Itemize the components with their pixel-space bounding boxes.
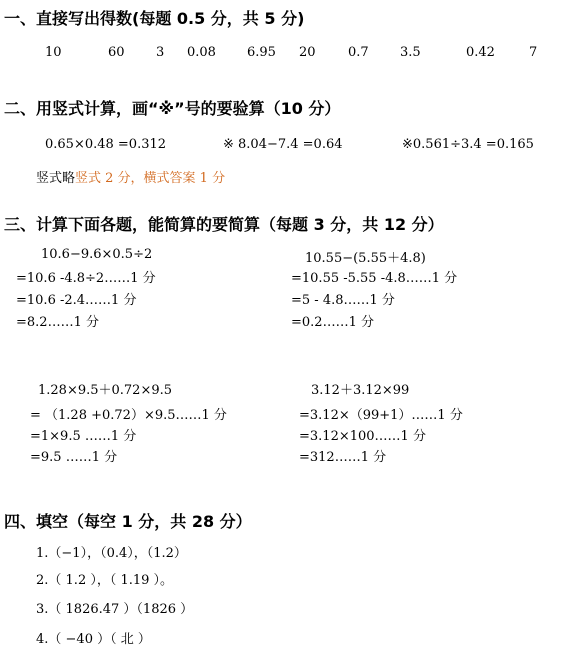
- answer-2: 60: [108, 45, 125, 60]
- problem-line: =10.6 -4.8÷2……1 分: [16, 271, 156, 286]
- problem-line: =5 - 4.8……1 分: [291, 293, 395, 308]
- answer-10: 7: [529, 45, 538, 60]
- fill-in-line-1: 1.（−1），（0.4），（1.2）: [36, 546, 187, 561]
- answer-4: 0.08: [187, 45, 216, 60]
- problem-line: =312……1 分: [299, 450, 387, 465]
- answer-1: 10: [45, 45, 62, 60]
- problem-line: =10.6 -2.4……1 分: [16, 293, 137, 308]
- problem-line: =1×9.5 ……1 分: [30, 429, 137, 444]
- vertical-calc-2: ※ 8.04−7.4 =0.64: [223, 137, 343, 152]
- section-1-title: 一、直接写出得数(每题 0.5 分，共 5 分): [4, 9, 305, 28]
- problem-line: =8.2……1 分: [16, 315, 99, 330]
- grading-note: [36, 167, 225, 186]
- problem-line: =9.5 ……1 分: [30, 450, 118, 465]
- answer-9: 0.42: [466, 45, 495, 60]
- problem-line: =3.12×100……1 分: [299, 429, 426, 444]
- answer-3: 3: [156, 45, 165, 60]
- section-2-title: 二、用竖式计算，画“※”号的要验算（10 分）: [4, 99, 341, 118]
- problem-line: =10.55 -5.55 -4.8……1 分: [291, 271, 458, 286]
- problem-line: =0.2……1 分: [291, 315, 374, 330]
- answer-5: 6.95: [247, 45, 276, 60]
- section-4-title: 四、填空（每空 1 分，共 28 分）: [4, 512, 252, 531]
- problem-line: =3.12×（99+1）……1 分: [299, 408, 463, 423]
- answer-8: 3.5: [400, 45, 421, 60]
- fill-in-line-3: 3.（ 1826.47 ）（1826 ）: [36, 602, 194, 617]
- fill-in-line-2: 2.（ 1.2 ），（ 1.19 ）。: [36, 573, 174, 588]
- answer-7: 0.7: [348, 45, 369, 60]
- fill-in-line-4: 4.（ −40 ）（ 北 ）: [36, 632, 151, 647]
- vertical-calc-1: 0.65×0.48 =0.312: [45, 137, 167, 152]
- answer-6: 20: [299, 45, 316, 60]
- section-3-title: 三、计算下面各题，能简算的要简算（每题 3 分，共 12 分）: [4, 215, 444, 234]
- grading-note-prefix: 竖式略: [36, 171, 76, 186]
- grading-note-score: 竖式 2 分，横式答案 1 分: [75, 171, 226, 186]
- problem-line: 10.6−9.6×0.5÷2: [41, 247, 153, 262]
- problem-line: 3.12＋3.12×99: [311, 383, 410, 398]
- vertical-calc-3: ※0.561÷3.4 =0.165: [402, 137, 534, 152]
- problem-line: = （1.28 +0.72）×9.5……1 分: [30, 408, 227, 423]
- problem-line: 1.28×9.5＋0.72×9.5: [38, 383, 173, 398]
- problem-line: 10.55−(5.55＋4.8): [305, 251, 426, 266]
